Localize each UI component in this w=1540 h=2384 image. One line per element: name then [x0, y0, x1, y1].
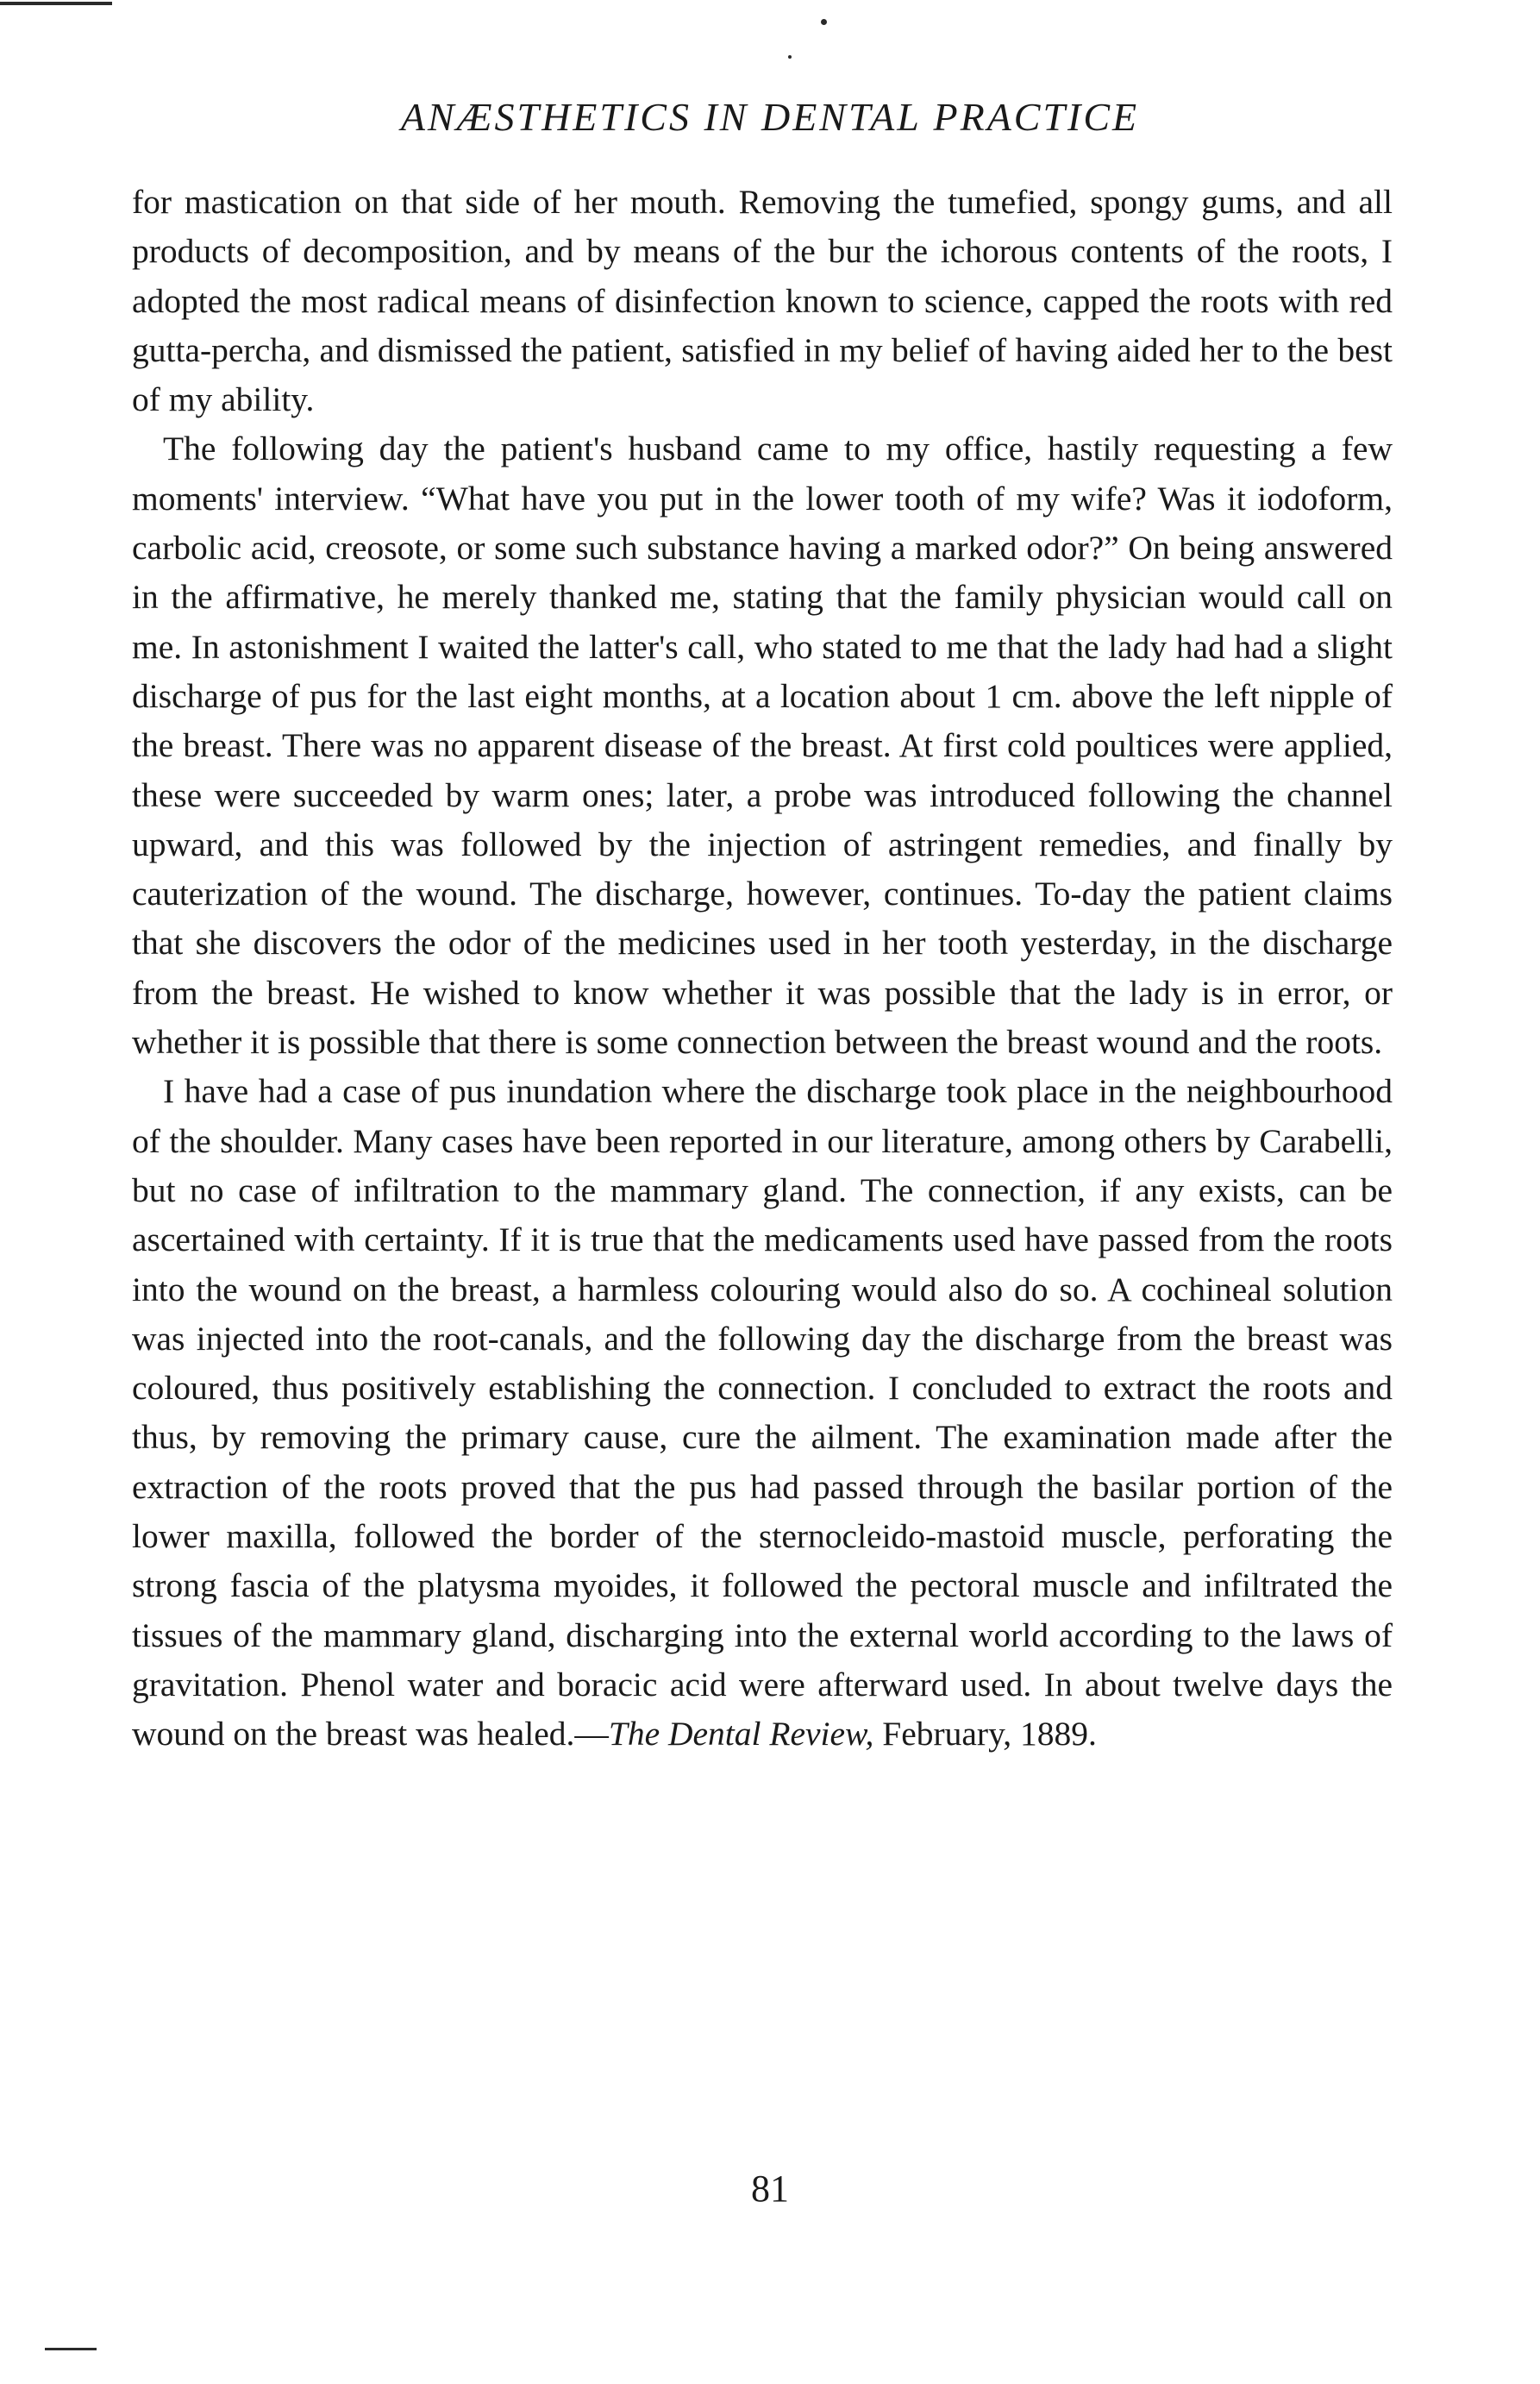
page-number: 81: [751, 2168, 789, 2210]
paragraph-husband-visit: The following day the patient's husband came to my office, hastily requesting a few moments' interview. “What have you put in the lower tooth of my wife? Was it iodoform, carbolic acid, creosote, or some such substance having a marked odor?” On being answered in the affirmative, he merely thanked me, stating that the family physician would call on me. In astonishment I waited the latter's call, who stated to me that the lady had had a slight discharge of pus for the last eight months, at a location about 1 cm. above the left nipple of the breast. There was no apparent disease of the breast. At first cold poultices were applied, these were succeeded by warm ones; later, a probe was introduced following the channel upward, and this was followed by the injection of astringent remedies, and finally by cauterization of the wound. The discharge, however, continues. To-day the patient claims that she discovers the odor of the medicines used in her tooth yesterday, in the discharge from the breast. He wished to know whether it was possible that the lady is in error, or whether it is possible that there is some connection between the breast wound and the roots.: [132, 430, 1393, 1062]
body-text: [132, 178, 1393, 1760]
paragraph-continuation: for mastication on that side of her mouth. Removing the tumefied, spongy gums, and all products of decomposition, and by means of the bur the ichorous contents of the roots, I adopted the most radical means of disinfection known to science, capped the roots with red gutta-percha, and dismissed the patient, satisfied in my belief of having aided her to the best of my ability.: [132, 183, 1393, 419]
citation-journal: The Dental Review,: [608, 1715, 874, 1753]
scan-speck: [788, 55, 792, 59]
scan-edge-mark-bottom: [45, 2348, 97, 2350]
paragraph-case-conclusion: [132, 1067, 1393, 1759]
scan-edge-mark-top: [0, 2, 112, 5]
paragraph-case-text: I have had a case of pus inundation where the discharge took place in the neighbourhood of the shoulder. Many cases have been reported in our literature, among others by Carabelli, but no case of infiltration to the mammary gland. The connection, if any exists, can be ascertained with certainty. If it is true that the medicaments used have passed from the roots into the wound on the breast, a harmless colouring would also do so. A cochineal solution was injected into the root-canals, and the following day the discharge from the breast was coloured, thus positively establishing the connection. I concluded to extract the roots and thus, by removing the primary cause, cure the ailment. The examination made after the extraction of the roots proved that the pus had passed through the basilar portion of the lower maxilla, followed the border of the sternocleido-mastoid muscle, perforating the strong fascia of the platysma myoides, it followed the pectoral muscle and infiltrated the tissues of the mammary gland, discharging into the external world according to the laws of gravitation. Phenol water and boracic acid were afterward used. In about twelve days the wound on the breast was healed.—: [132, 1072, 1393, 1753]
citation-date: February, 1889.: [873, 1715, 1097, 1753]
running-head: ANÆSTHETICS IN DENTAL PRACTICE: [400, 95, 1140, 139]
scan-speck: [821, 19, 827, 25]
